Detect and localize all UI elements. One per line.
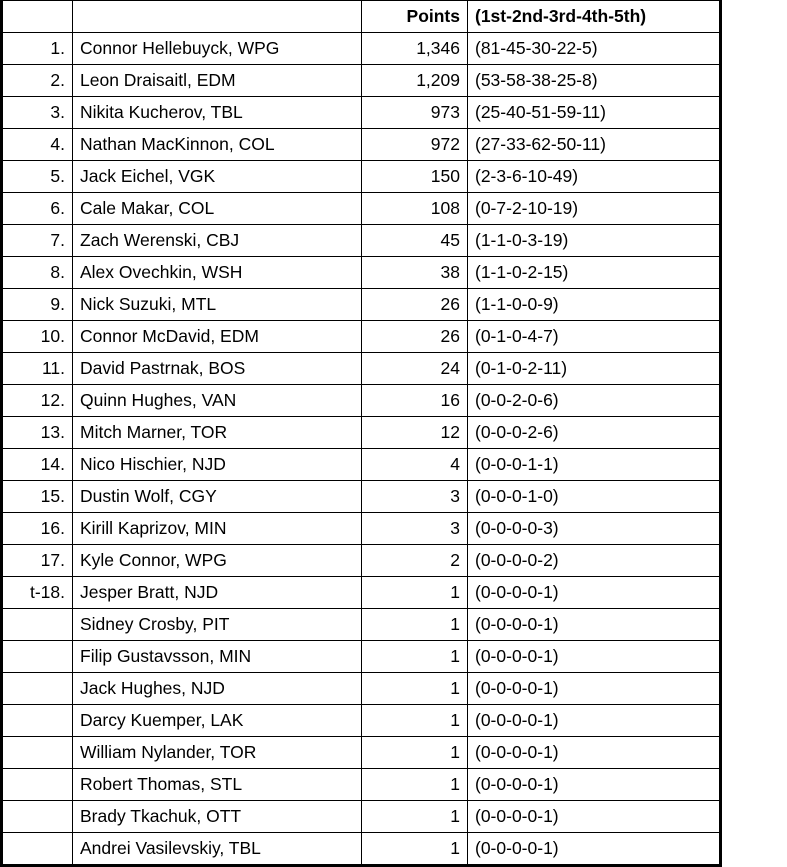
cell-rank: t-18. [2,577,73,609]
cell-points: 108 [362,193,468,225]
header-row [2,1,721,33]
cell-rank: 16. [2,513,73,545]
cell-player: Connor McDavid, EDM [73,321,362,353]
cell-vote-split: (1-1-0-3-19) [468,225,721,257]
cell-player: Jack Hughes, NJD [73,673,362,705]
cell-rank [2,737,73,769]
table-body [2,33,721,866]
cell-points: 1 [362,737,468,769]
cell-player: Quinn Hughes, VAN [73,385,362,417]
cell-rank [2,609,73,641]
table-row [2,833,721,866]
cell-points: 973 [362,97,468,129]
cell-player: David Pastrnak, BOS [73,353,362,385]
table-header [2,1,721,33]
cell-vote-split: (0-0-0-0-3) [468,513,721,545]
cell-player: William Nylander, TOR [73,737,362,769]
cell-rank: 10. [2,321,73,353]
table-row [2,705,721,737]
table-row [2,321,721,353]
cell-rank: 7. [2,225,73,257]
cell-rank: 6. [2,193,73,225]
cell-points: 38 [362,257,468,289]
cell-rank: 1. [2,33,73,65]
table-row [2,417,721,449]
cell-vote-split: (0-1-0-4-7) [468,321,721,353]
table-row [2,161,721,193]
cell-player: Filip Gustavsson, MIN [73,641,362,673]
cell-player: Sidney Crosby, PIT [73,609,362,641]
table-row [2,609,721,641]
cell-vote-split: (0-0-0-0-1) [468,609,721,641]
cell-points: 26 [362,321,468,353]
cell-vote-split: (0-0-0-0-2) [468,545,721,577]
table-row [2,257,721,289]
cell-vote-split: (25-40-51-59-11) [468,97,721,129]
cell-vote-split: (0-0-0-1-1) [468,449,721,481]
cell-player: Zach Werenski, CBJ [73,225,362,257]
table-row [2,673,721,705]
cell-vote-split: (0-0-0-0-1) [468,577,721,609]
cell-vote-split: (0-0-0-0-1) [468,641,721,673]
cell-vote-split: (0-0-0-2-6) [468,417,721,449]
cell-points: 3 [362,481,468,513]
cell-points: 1 [362,609,468,641]
cell-vote-split: (0-0-0-0-1) [468,801,721,833]
table-row [2,289,721,321]
cell-vote-split: (0-0-0-0-1) [468,769,721,801]
column-header-points: Points [362,1,468,33]
cell-vote-split: (0-7-2-10-19) [468,193,721,225]
cell-points: 1 [362,801,468,833]
cell-points: 24 [362,353,468,385]
cell-vote-split: (1-1-0-0-9) [468,289,721,321]
cell-rank: 4. [2,129,73,161]
cell-points: 3 [362,513,468,545]
cell-vote-split: (1-1-0-2-15) [468,257,721,289]
cell-points: 2 [362,545,468,577]
table-row [2,545,721,577]
cell-rank: 15. [2,481,73,513]
cell-vote-split: (0-1-0-2-11) [468,353,721,385]
cell-player: Nikita Kucherov, TBL [73,97,362,129]
cell-player: Jack Eichel, VGK [73,161,362,193]
table-row [2,769,721,801]
cell-player: Nathan MacKinnon, COL [73,129,362,161]
cell-rank [2,769,73,801]
cell-rank: 3. [2,97,73,129]
cell-player: Robert Thomas, STL [73,769,362,801]
cell-player: Alex Ovechkin, WSH [73,257,362,289]
cell-points: 1 [362,833,468,866]
table-row [2,33,721,65]
cell-vote-split: (53-58-38-25-8) [468,65,721,97]
cell-vote-split: (0-0-0-0-1) [468,673,721,705]
cell-rank: 2. [2,65,73,97]
cell-points: 150 [362,161,468,193]
table-row [2,577,721,609]
cell-points: 1,346 [362,33,468,65]
cell-vote-split: (2-3-6-10-49) [468,161,721,193]
cell-points: 45 [362,225,468,257]
cell-points: 4 [362,449,468,481]
cell-rank: 13. [2,417,73,449]
table-row [2,193,721,225]
cell-rank [2,705,73,737]
column-header-rank [2,1,73,33]
cell-rank: 8. [2,257,73,289]
cell-points: 1,209 [362,65,468,97]
cell-rank [2,641,73,673]
table-row [2,737,721,769]
cell-player: Nick Suzuki, MTL [73,289,362,321]
cell-rank [2,673,73,705]
cell-player: Darcy Kuemper, LAK [73,705,362,737]
cell-vote-split: (0-0-2-0-6) [468,385,721,417]
cell-vote-split: (81-45-30-22-5) [468,33,721,65]
cell-player: Kirill Kaprizov, MIN [73,513,362,545]
cell-points: 1 [362,641,468,673]
cell-player: Mitch Marner, TOR [73,417,362,449]
table-row [2,353,721,385]
cell-player: Cale Makar, COL [73,193,362,225]
cell-rank: 5. [2,161,73,193]
cell-rank: 9. [2,289,73,321]
cell-rank [2,833,73,866]
cell-rank [2,801,73,833]
table-row [2,385,721,417]
column-header-vote-split: (1st-2nd-3rd-4th-5th) [468,1,721,33]
cell-vote-split: (0-0-0-0-1) [468,833,721,866]
cell-points: 16 [362,385,468,417]
cell-points: 1 [362,577,468,609]
cell-player: Brady Tkachuk, OTT [73,801,362,833]
cell-rank: 17. [2,545,73,577]
table-row [2,129,721,161]
cell-vote-split: (0-0-0-1-0) [468,481,721,513]
table-row [2,641,721,673]
table-row [2,481,721,513]
cell-points: 1 [362,769,468,801]
table-row [2,225,721,257]
cell-points: 1 [362,673,468,705]
table-row [2,97,721,129]
cell-vote-split: (0-0-0-0-1) [468,705,721,737]
column-header-player [73,1,362,33]
cell-vote-split: (0-0-0-0-1) [468,737,721,769]
cell-player: Andrei Vasilevskiy, TBL [73,833,362,866]
cell-vote-split: (27-33-62-50-11) [468,129,721,161]
table-row [2,449,721,481]
table-row [2,65,721,97]
cell-rank: 11. [2,353,73,385]
cell-rank: 14. [2,449,73,481]
cell-player: Dustin Wolf, CGY [73,481,362,513]
table-row [2,801,721,833]
cell-player: Jesper Bratt, NJD [73,577,362,609]
cell-player: Connor Hellebuyck, WPG [73,33,362,65]
cell-player: Nico Hischier, NJD [73,449,362,481]
cell-points: 26 [362,289,468,321]
cell-points: 1 [362,705,468,737]
cell-player: Leon Draisaitl, EDM [73,65,362,97]
cell-points: 972 [362,129,468,161]
cell-points: 12 [362,417,468,449]
cell-player: Kyle Connor, WPG [73,545,362,577]
table-row [2,513,721,545]
cell-rank: 12. [2,385,73,417]
